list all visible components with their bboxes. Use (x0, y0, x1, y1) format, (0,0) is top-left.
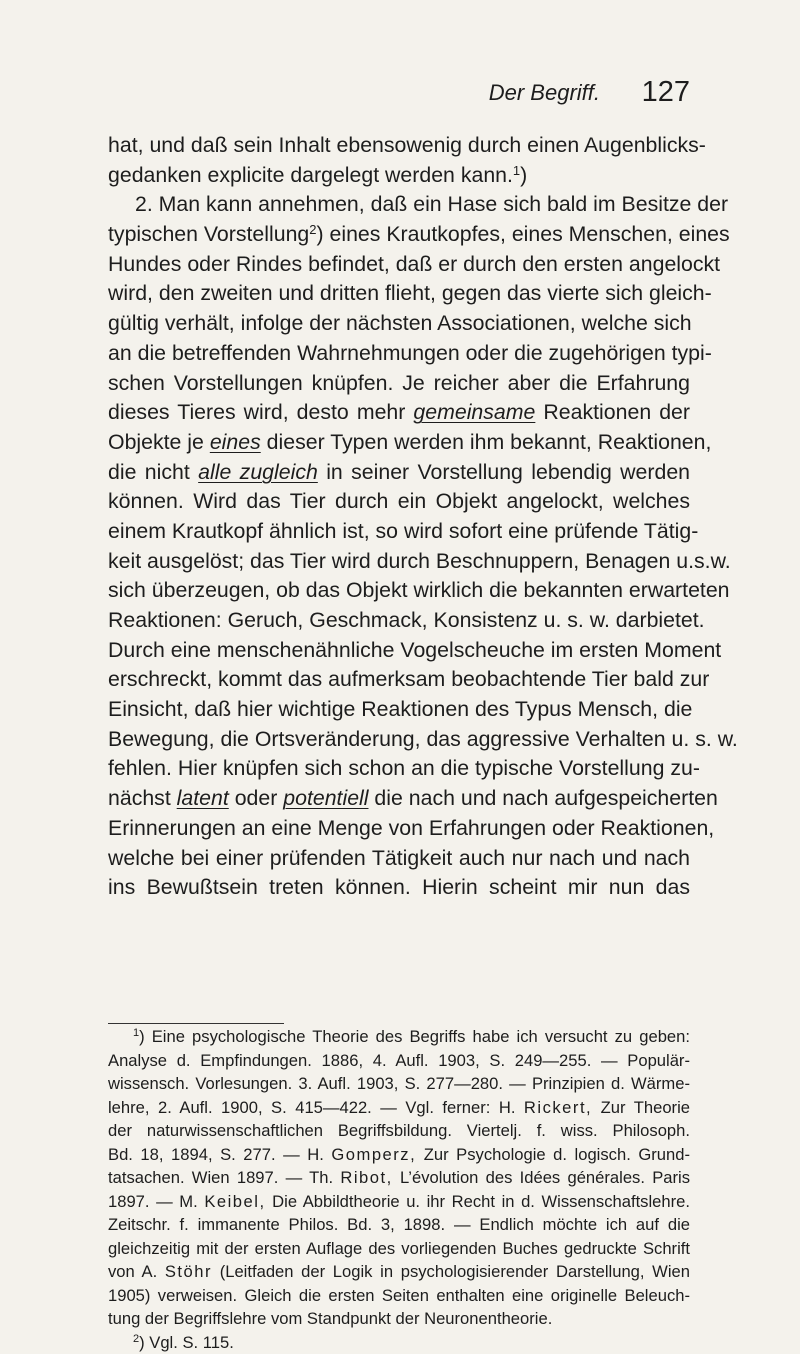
text-line: keit ausgelöst; das Tier wird durch Beschnuppern, Benagen u.s.w. (108, 547, 690, 577)
text-line: gedanken explicite dargelegt werden kann.$^1$) (108, 161, 690, 191)
footnote-divider (108, 1023, 284, 1024)
emphasis: eines (210, 430, 261, 454)
emphasis: gemeinsame (413, 400, 535, 424)
footnote-marker: 1 (133, 1027, 139, 1039)
author-name: Keibel, (204, 1192, 265, 1211)
text-line: Durch eine menschenähnliche Vogelscheuche im ersten Moment (108, 636, 690, 666)
footnote-line: tatsachen. Wien 1897. — Th. Ribot, L’évolution des Idées générales. Paris (108, 1166, 690, 1190)
author-name: Stöhr (165, 1262, 212, 1281)
footnote-line: tung der Begriffslehre vom Standpunkt der Neuronentheorie. (108, 1307, 690, 1331)
text-line: Erinnerungen an eine Menge von Erfahrungen oder Reaktionen, (108, 814, 690, 844)
footnote-line: Analyse d. Empfindungen. 1886, 4. Aufl. 1903, S. 249—255. — Populär- (108, 1049, 690, 1073)
footnote-line: von A. Stöhr (Leitfaden der Logik in psychologisierender Darstellung, Wien (108, 1260, 690, 1284)
text-line: schen Vorstellungen knüpfen. Je reicher aber die Erfahrung (108, 369, 690, 399)
text-line: Objekte je eines dieser Typen werden ihm bekannt, Reaktionen, (108, 428, 690, 458)
footnote-line: der naturwissenschaftlichen Begriffsbildung. Viertelj. f. wiss. Philosoph. (108, 1119, 690, 1143)
text-line: welche bei einer prüfenden Tätigkeit auch nur nach und nach (108, 844, 690, 874)
text-line: an die betreffenden Wahrnehmungen oder die zugehörigen typi- (108, 339, 690, 369)
author-name: Ribot, (340, 1168, 392, 1187)
emphasis: latent (177, 786, 229, 810)
text-line: nächst latent oder potentiell die nach und nach aufgespeicherten (108, 784, 690, 814)
footnote-line: $^1$) Eine psychologische Theorie des Begriffs habe ich versucht zu geben: (108, 1025, 690, 1049)
footnote-marker: 2 (133, 1333, 139, 1345)
page-header (108, 70, 690, 110)
footnote-line: Zeitschr. f. immanente Philos. Bd. 3, 1898. — Endlich möchte ich auf die (108, 1213, 690, 1237)
page-number: 127 (642, 76, 690, 109)
footnote-line: 1905) verweisen. Gleich die ersten Seiten enthalten eine originelle Beleuch- (108, 1284, 690, 1308)
footnotes (108, 1025, 690, 1354)
text-line: ins Bewußtsein treten können. Hierin scheint mir nun das (108, 873, 690, 903)
text-line: gültig verhält, infolge der nächsten Associationen, welche sich (108, 309, 690, 339)
text-line: typischen Vorstellung$^2$) eines Krautkopfes, eines Menschen, eines (108, 220, 690, 250)
text-line: einem Krautkopf ähnlich ist, so wird sofort eine prüfende Tätig- (108, 517, 690, 547)
text-line: hat, und daß sein Inhalt ebensowenig durch einen Augenblicks- (108, 131, 690, 161)
running-head: Der Begriff. (489, 80, 600, 106)
text-line: sich überzeugen, ob das Objekt wirklich die bekannten erwarteten (108, 576, 690, 606)
footnote-line: gleichzeitig mit der ersten Auflage des vorliegenden Buches gedruckte Schrift (108, 1237, 690, 1261)
emphasis: alle zugleich (198, 460, 318, 484)
text-line: fehlen. Hier knüpfen sich schon an die typische Vorstellung zu- (108, 754, 690, 784)
emphasis: potentiell (283, 786, 368, 810)
footnote-line: Bd. 18, 1894, S. 277. — H. Gomperz, Zur Psychologie d. logisch. Grund- (108, 1143, 690, 1167)
footnote-line: lehre, 2. Aufl. 1900, S. 415—422. — Vgl. ferner: H. Rickert, Zur Theorie (108, 1096, 690, 1120)
text-line: Reaktionen: Geruch, Geschmack, Konsistenz u. s. w. darbietet. (108, 606, 690, 636)
footnote-line: 1897. — M. Keibel, Die Abbildtheorie u. ihr Recht in d. Wissenschaftslehre. (108, 1190, 690, 1214)
footnote-ref: 1 (513, 163, 520, 178)
text-line: die nicht alle zugleich in seiner Vorstellung lebendig werden (108, 458, 690, 488)
text-line: 2. Man kann annehmen, daß ein Hase sich bald im Besitze der (108, 190, 690, 220)
author-name: Gomperz, (331, 1145, 416, 1164)
text-line: können. Wird das Tier durch ein Objekt angelockt, welches (108, 487, 690, 517)
text-line: dieses Tieres wird, desto mehr gemeinsame Reaktionen der (108, 398, 690, 428)
text-line: erschreckt, kommt das aufmerksam beobachtende Tier bald zur (108, 665, 690, 695)
text-line: Hundes oder Rindes befindet, daß er durch den ersten angelockt (108, 250, 690, 280)
main-text (108, 131, 690, 903)
text-line: Einsicht, daß hier wichtige Reaktionen des Typus Mensch, die (108, 695, 690, 725)
footnote-line: $^2$) Vgl. S. 115. (108, 1331, 690, 1354)
text-line: Bewegung, die Ortsveränderung, das aggressive Verhalten u. s. w. (108, 725, 690, 755)
text-line: wird, den zweiten und dritten flieht, gegen das vierte sich gleich- (108, 279, 690, 309)
author-name: Rickert, (524, 1098, 592, 1117)
footnote-ref: 2 (309, 222, 316, 237)
footnote-line: wissensch. Vorlesungen. 3. Aufl. 1903, S. 277—280. — Prinzipien d. Wärme- (108, 1072, 690, 1096)
